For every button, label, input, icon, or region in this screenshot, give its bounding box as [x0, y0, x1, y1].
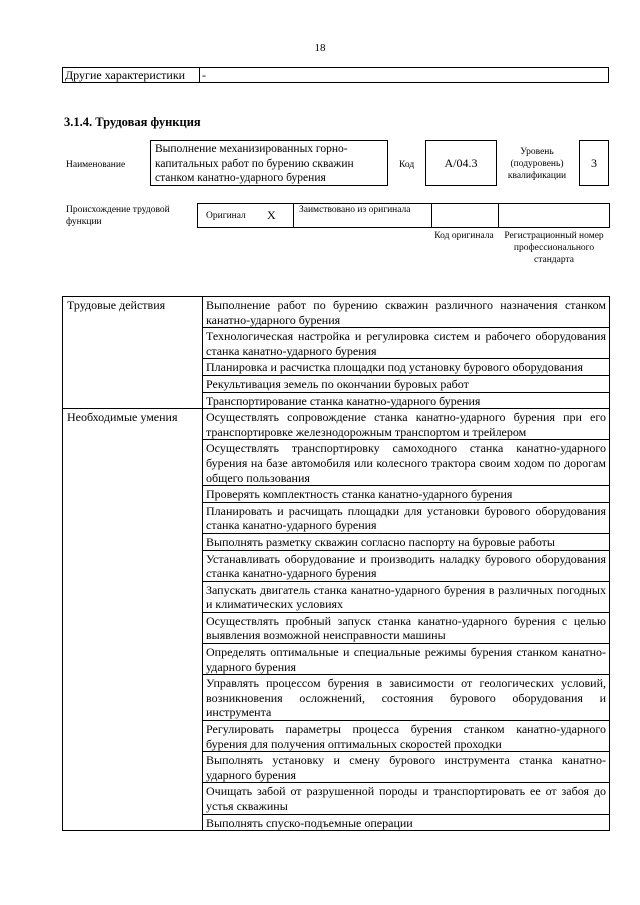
required-skills-item: Выполнять разметку скважин согласно паспорту на буровые работы — [203, 533, 610, 550]
divider — [431, 203, 432, 228]
labor-actions-item: Транспортирование станка канатно-ударного бурения — [203, 392, 610, 409]
code-original-label: Код оригинала — [434, 231, 494, 241]
level-label: Уровень (подуровень) квалификации — [507, 147, 567, 181]
original-mark: X — [267, 208, 276, 222]
required-skills-item: Проверять комплектность станка канатно-ударного бурения — [203, 486, 610, 503]
required-skills-item: Осуществлять сопровождение станка канатно-ударного бурения при его транспортировке железнодорожным транспортом и трейлером — [203, 409, 610, 440]
required-skills-item: Осуществлять транспортировку самоходного станка канатно-ударного бурения на базе автомобиля или колесного трактора своим ходом по дорогам общего пользования — [203, 440, 610, 486]
name-label: Наименование — [66, 160, 126, 170]
reg-number-label: Регистрационный номер профессионального стандарта — [504, 231, 604, 265]
required-skills-item: Регулировать параметры процесса бурения станком канатно-ударного бурения для получения оптимальных скоростей проходки — [203, 721, 610, 752]
table-row — [63, 409, 610, 440]
required-skills-item: Выполнять установку и смену бурового инструмента станка канатно-ударного бурения — [203, 752, 610, 783]
code-label: Код — [399, 160, 415, 170]
divider — [498, 203, 499, 228]
labor-actions-item: Рекультивация земель по окончании буровых работ — [203, 375, 610, 392]
origin-box — [197, 203, 610, 228]
page-number: 18 — [314, 42, 326, 54]
function-name-value: Выполнение механизированных горно-капитальных работ по бурению скважин станком канатно-ударного бурения — [150, 140, 388, 186]
labor-actions-title: Трудовые действия — [63, 297, 203, 409]
other-characteristics-label: Другие характеристики — [63, 68, 200, 83]
required-skills-item: Осуществлять пробный запуск станка канатно-ударного бурения с целью выявления возможной неисправности машины — [203, 612, 610, 643]
other-characteristics-value: - — [200, 68, 609, 83]
required-skills-item: Выполнять спуско-подъемные операции — [203, 814, 610, 831]
function-code-value: A/04.3 — [425, 140, 497, 186]
required-skills-item: Планировать и расчищать площадки для установки бурового оборудования станка канатно-ударного бурения — [203, 502, 610, 533]
origin-label: Происхождение трудовой функции — [66, 205, 170, 227]
required-skills-item: Очищать забой от разрушенной породы и транспортировать ее от забоя до устья скважины — [203, 783, 610, 814]
labor-function-table — [62, 296, 610, 831]
level-value: 3 — [579, 140, 609, 186]
required-skills-item: Запускать двигатель станка канатно-ударного бурения в различных погодных и климатических условиях — [203, 581, 610, 612]
table-row — [63, 297, 610, 328]
labor-actions-item: Технологическая настройка и регулировка систем и рабочего оборудования станка канатно-ударного бурения — [203, 328, 610, 359]
divider — [293, 203, 294, 228]
labor-actions-item: Планировка и расчистка площадки под установку бурового оборудования — [203, 359, 610, 376]
borrowed-label: Заимствовано из оригинала — [299, 205, 411, 215]
section-heading: 3.1.4. Трудовая функция — [64, 115, 201, 129]
required-skills-title: Необходимые умения — [63, 409, 203, 831]
required-skills-item: Устанавливать оборудование и производить наладку бурового оборудования станка канатно-ударного бурения — [203, 550, 610, 581]
required-skills-item: Управлять процессом бурения в зависимости от геологических условий, возникновения осложнений, состояния бурового оборудования и инструмента — [203, 675, 610, 721]
other-characteristics-table — [62, 67, 609, 83]
original-label: Оригинал — [206, 211, 246, 221]
required-skills-item: Определять оптимальные и специальные режимы бурения станком канатно-ударного бурения — [203, 644, 610, 675]
labor-actions-item: Выполнение работ по бурению скважин различного назначения станком канатно-ударного бурения — [203, 297, 610, 328]
